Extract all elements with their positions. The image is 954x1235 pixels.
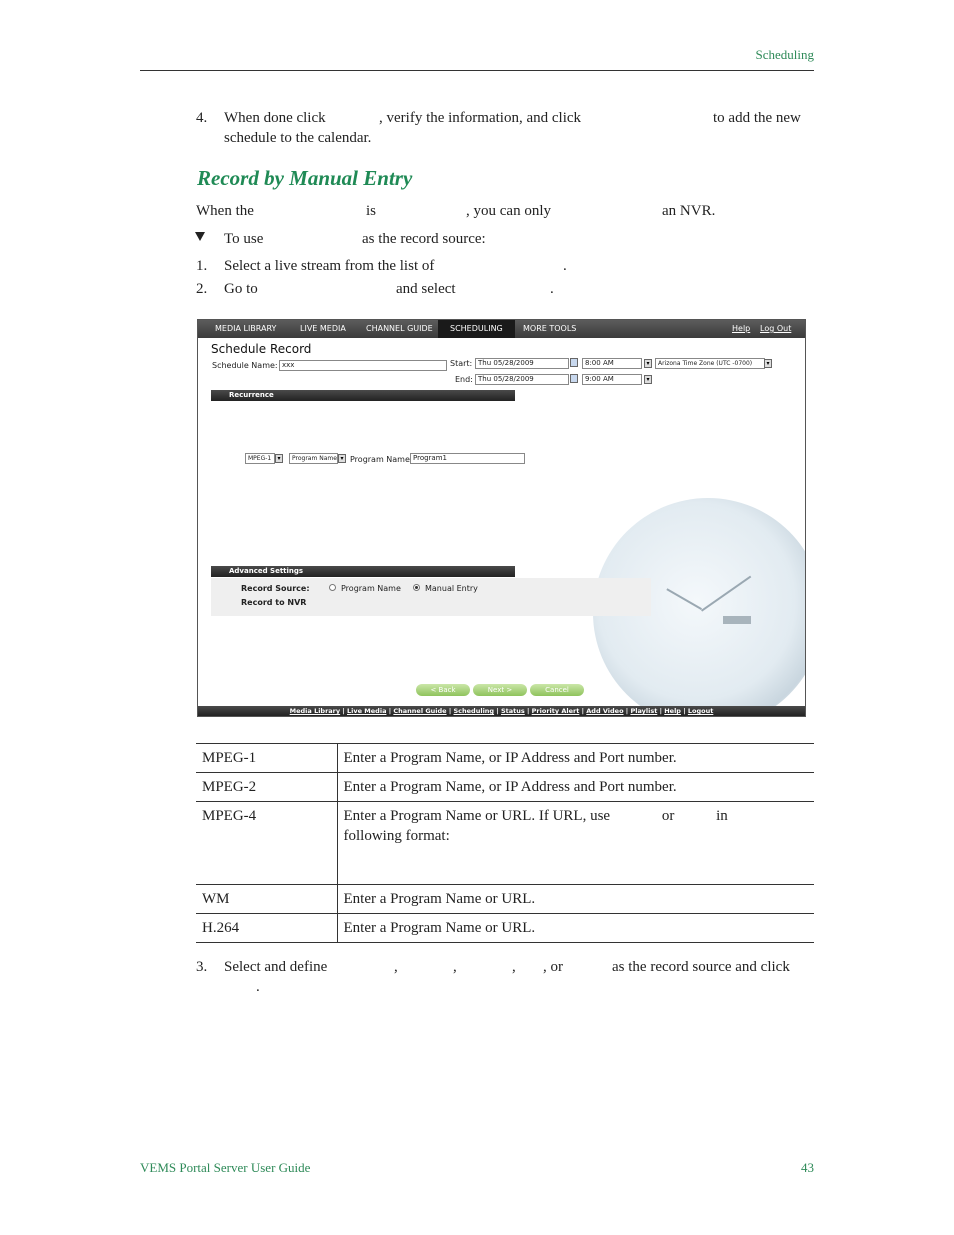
clock-hand-minute <box>701 576 751 612</box>
nav-logout-link[interactable]: Log Out <box>760 324 792 333</box>
page-number: 43 <box>801 1160 814 1175</box>
schedule-name-label: Schedule Name: <box>212 361 278 370</box>
end-label: End: <box>455 375 473 384</box>
section-title: Record by Manual Entry <box>197 166 413 190</box>
format-table <box>196 743 814 943</box>
intro-a: When the <box>196 203 254 219</box>
footer-guide-title: VEMS Portal Server User Guide <box>140 1160 311 1175</box>
record-to-nvr-label: Record to NVR <box>241 598 307 607</box>
end-date-input[interactable]: Thu 05/28/2009 <box>475 374 569 385</box>
start-label: Start: <box>450 359 473 368</box>
clock-brand-mark <box>723 616 751 624</box>
nav-help-link[interactable]: Help <box>732 324 751 333</box>
start-time-input[interactable]: 8:00 AM <box>582 358 642 369</box>
step-4-text-line2: schedule to the calendar. <box>224 130 372 146</box>
table-row <box>196 773 814 802</box>
header-rule <box>140 70 814 71</box>
mpeg4-desc-d: following format: <box>343 828 450 844</box>
radio-manual-entry[interactable] <box>413 584 420 591</box>
step-4-text-a: When done click <box>224 110 326 126</box>
step-3-d: , <box>512 959 516 975</box>
footer-link-media-library[interactable]: Media Library <box>289 707 341 715</box>
format-cell: MPEG-1 <box>196 744 337 773</box>
start-time-spinner-icon[interactable]: ▾ <box>644 359 652 368</box>
step-2-a: Go to <box>224 281 258 297</box>
table-row <box>196 744 814 773</box>
table-row <box>196 914 814 943</box>
step-1-text: Select a live stream from the list of <box>224 258 435 274</box>
step-1-end: . <box>563 258 567 274</box>
bullet-triangle-icon <box>195 232 205 241</box>
step-3-f: as the record source and click <box>612 959 790 975</box>
record-source-label: Record Source: <box>241 584 310 593</box>
step-3-number: 3. <box>196 959 208 975</box>
description-cell: Enter a Program Name, or IP Address and Port number. <box>337 744 814 773</box>
step-4-text-b: , verify the information, and click <box>379 110 582 126</box>
nav-channel-guide[interactable]: CHANNEL GUIDE <box>366 324 433 333</box>
step-3-b: , <box>394 959 398 975</box>
format-dropdown-icon[interactable]: ▾ <box>275 454 283 463</box>
radio-program-name[interactable] <box>329 584 336 591</box>
mpeg4-desc-c: in <box>716 808 728 824</box>
step-1-number: 1. <box>196 258 208 274</box>
back-button[interactable]: < Back <box>416 684 470 696</box>
nav-media-library[interactable]: MEDIA LIBRARY <box>215 324 277 333</box>
format-cell: MPEG-2 <box>196 773 337 802</box>
top-navigation <box>198 320 805 338</box>
footer-link-scheduling[interactable]: Scheduling <box>453 707 495 715</box>
step-4-number: 4. <box>196 110 208 126</box>
footer-link-priority-alert[interactable]: Priority Alert <box>531 707 580 715</box>
cancel-button[interactable]: Cancel <box>530 684 584 696</box>
schedule-record-title: Schedule Record <box>211 342 312 356</box>
step-3-g: . <box>256 979 260 995</box>
format-cell: WM <box>196 885 337 914</box>
step-2-end: . <box>550 281 554 297</box>
table-row <box>196 802 814 885</box>
program-name-input[interactable]: Program1 <box>410 453 525 464</box>
mpeg4-desc-a: Enter a Program Name or URL. If URL, use <box>343 808 611 824</box>
footer-link-channel-guide[interactable]: Channel Guide <box>393 707 447 715</box>
format-cell: H.264 <box>196 914 337 943</box>
format-select[interactable]: MPEG-1 <box>245 453 275 464</box>
program-name-label: Program Name <box>350 455 410 464</box>
footer-link-status[interactable]: Status <box>500 707 525 715</box>
nav-scheduling[interactable]: SCHEDULING <box>438 320 515 338</box>
start-date-input[interactable]: Thu 05/28/2009 <box>475 358 569 369</box>
footer-links-bar: Media Library | Live Media | Channel Guide | Scheduling | Status | Priority Alert | Add Video | Playlist | Help | Logout <box>198 706 805 716</box>
clock-hand-hour <box>666 588 702 610</box>
table-row <box>196 885 814 914</box>
footer-link-add-video[interactable]: Add Video <box>586 707 624 715</box>
timezone-select[interactable]: Arizona Time Zone (UTC -0700) <box>655 358 765 369</box>
end-calendar-icon[interactable] <box>570 374 578 383</box>
footer-link-logout[interactable]: Logout <box>687 707 714 715</box>
step-2-number: 2. <box>196 281 208 297</box>
step-2-b: and select <box>396 281 456 297</box>
description-cell: Enter a Program Name, or IP Address and Port number. <box>337 773 814 802</box>
intro-c: , you can only <box>466 203 551 219</box>
start-calendar-icon[interactable] <box>570 358 578 367</box>
step-3-e: , or <box>543 959 563 975</box>
step-3-a: Select and define <box>224 959 328 975</box>
step-3-c: , <box>453 959 457 975</box>
footer-link-live-media[interactable]: Live Media <box>347 707 387 715</box>
intro-b: is <box>366 203 377 219</box>
footer-link-help[interactable]: Help <box>664 707 681 715</box>
nav-live-media[interactable]: LIVE MEDIA <box>300 324 346 333</box>
mpeg4-desc-b: or <box>661 808 675 824</box>
end-time-input[interactable]: 9:00 AM <box>582 374 642 385</box>
program-dropdown-icon[interactable]: ▾ <box>338 454 346 463</box>
intro-d: an NVR. <box>662 203 716 219</box>
advanced-settings-bar[interactable]: Advanced Settings <box>211 566 515 577</box>
recurrence-bar[interactable]: Recurrence <box>211 390 515 401</box>
description-cell <box>337 802 814 885</box>
description-cell: Enter a Program Name or URL. <box>337 914 814 943</box>
schedule-record-screenshot <box>197 319 806 717</box>
nav-more-tools[interactable]: MORE TOOLS <box>523 324 577 333</box>
radio-program-name-label: Program Name <box>341 584 401 593</box>
footer-link-playlist[interactable]: Playlist <box>630 707 658 715</box>
step-4-text-c: to add the new <box>713 110 801 126</box>
advanced-settings-panel <box>211 578 651 616</box>
bullet-b: as the record source: <box>362 231 486 247</box>
schedule-name-input[interactable]: xxx <box>279 360 447 371</box>
bullet-a: To use <box>224 231 264 247</box>
radio-manual-entry-label: Manual Entry <box>425 584 478 593</box>
program-select[interactable]: Program Name <box>289 453 338 464</box>
running-header: Scheduling <box>755 47 814 62</box>
format-cell: MPEG-4 <box>196 802 337 885</box>
timezone-dropdown-icon[interactable]: ▾ <box>764 359 772 368</box>
description-cell: Enter a Program Name or URL. <box>337 885 814 914</box>
end-time-spinner-icon[interactable]: ▾ <box>644 375 652 384</box>
next-button[interactable]: Next > <box>473 684 527 696</box>
